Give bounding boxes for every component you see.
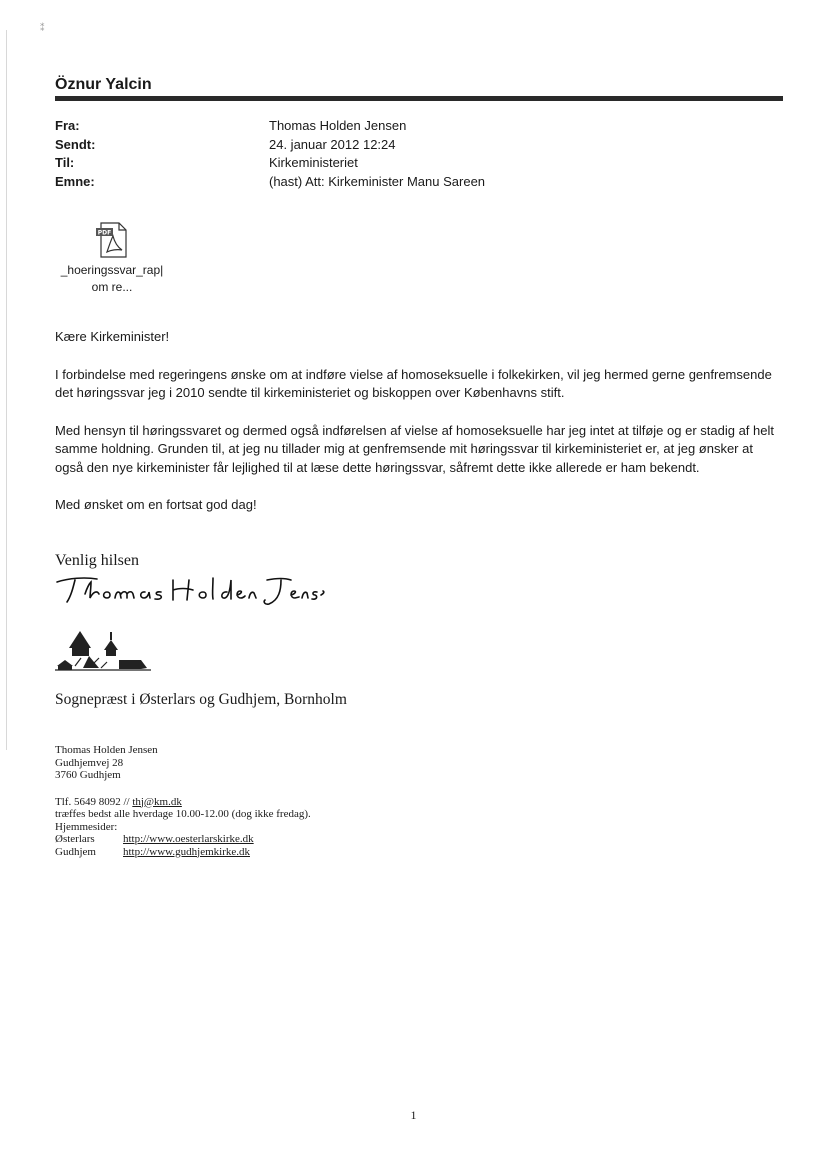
contact-phone: Tlf. 5649 8092 // (55, 795, 133, 808)
contact-block (55, 744, 311, 858)
to-label: Til: (55, 155, 75, 170)
sent-value: 24. januar 2012 12:24 (269, 136, 396, 152)
subject-label: Emne: (55, 173, 95, 189)
site1-link[interactable]: http://www.oesterlarskirke.dk (123, 833, 254, 845)
attachment[interactable] (52, 222, 172, 296)
page-number: 1 (410, 1108, 417, 1122)
church-logo (55, 628, 155, 672)
closing-wish: Med ønsket om en fortsat god dag! (55, 497, 257, 512)
handwritten-signature (55, 572, 325, 606)
signature-closing: Venlig hilsen (55, 552, 139, 569)
contact-email-link[interactable]: thj@km.dk (132, 795, 182, 808)
greeting: Kære Kirkeminister! (55, 329, 170, 344)
pdf-file-icon (95, 222, 129, 258)
body-paragraph-2: Med hensyn til høringssvaret og dermed også indførelsen af vielse af homoseksuelle har jeg intet at tilføje og er stadig af helt samme holdning. Grunden til, at jeg nu tillader mig at genfremsende mit høringssvar til kirkeministeriet er, at jeg ønsker at også den nye kirkeminister får lejlighed til at læse dette høringssvar, såfremt dette ikke allerede er ham bekendt. (55, 422, 774, 475)
sent-label: Sendt: (55, 136, 96, 152)
site2-link[interactable]: http://www.gudhjemkirke.dk (123, 845, 250, 858)
contact-phone-row (55, 796, 311, 809)
website-row-2 (55, 846, 311, 859)
email-body (55, 328, 775, 534)
contact-city: 3760 Gudhjem (55, 769, 121, 781)
site1-label: Østerlars (55, 833, 95, 845)
site2-label: Gudhjem (55, 845, 96, 858)
mailbox-owner-name: Öznur Yalcin (55, 76, 152, 93)
signature-title: Sognepræst i Østerlars og Gudhjem, Bornholm (55, 691, 347, 708)
attachment-name-line1: _hoeringssvar_rap| (60, 263, 164, 277)
website-row-1 (55, 833, 311, 846)
from-value: Thomas Holden Jensen (269, 118, 407, 133)
body-paragraph-1: I forbindelse med regeringens ønske om at indføre vielse af homoseksuelle i folkekirken, vil jeg hermed gerne genfremsende det høringssvar jeg i 2010 sendte til kirkeministeriet og biskoppen over Københavns stift. (55, 366, 772, 400)
contact-hours: træffes bedst alle hverdage 10.00-12.00 (dog ikke fredag). (55, 808, 311, 820)
subject-value: (hast) Att: Kirkeminister Manu Sareen (269, 173, 486, 189)
svg-text:PDF: PDF (97, 229, 112, 237)
scan-specks: ⁑ (40, 24, 45, 34)
attachment-name-line2: om re... (91, 280, 133, 294)
contact-name: Thomas Holden Jensen (55, 744, 158, 756)
header-divider (55, 96, 783, 101)
websites-label: Hjemmesider: (55, 820, 118, 833)
scan-edge-line (6, 30, 7, 750)
from-label: Fra: (55, 118, 80, 133)
to-value: Kirkeministeriet (269, 155, 358, 170)
contact-street: Gudhjemvej 28 (55, 756, 124, 769)
